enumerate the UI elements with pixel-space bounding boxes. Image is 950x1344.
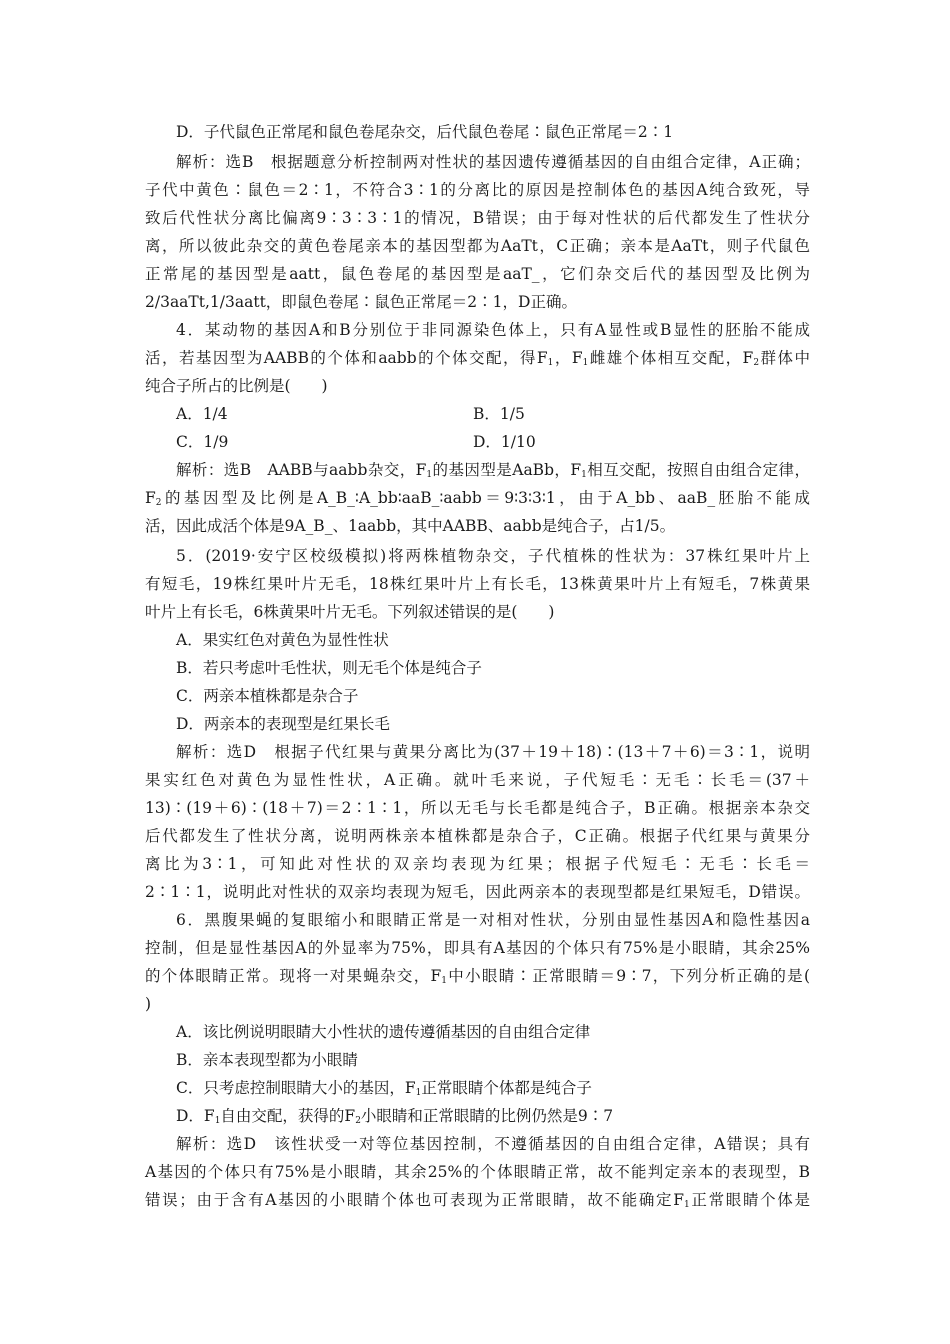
q6-option-b: B．亲本表现型都为小眼睛 <box>176 1051 358 1069</box>
q5-analysis-line: 果实红色对黄色为显性性状，A正确。就叶毛来说，子代短毛∶无毛∶长毛＝(37＋ <box>145 771 810 789</box>
q5-analysis-line: 解析：选D 根据子代红果与黄果分离比为(37＋19＋18)∶(13＋7＋6)＝3∶1，说明 <box>176 743 810 761</box>
q4-stem-line: 纯合子所占的比例是( ) <box>145 377 328 395</box>
q5-option-c: C．两亲本植株都是杂合子 <box>176 687 359 705</box>
q4-analysis-line: $F_2$的基因型及比例是A_B_∶A_bb∶aaB_∶aabb＝9∶3∶3∶1，由于A_bb、aaB_胚胎不能成 <box>145 489 810 508</box>
q5-analysis-line: 2∶1∶1，说明此对性状的双亲均表现为短毛，因此两亲本的表现型都是红果短毛，D错误。 <box>145 883 810 901</box>
q3-analysis-line: 离，所以彼此杂交的黄色卷尾亲本的基因型都为AaTt，C正确；亲本是AaTt，则子代鼠色 <box>145 237 810 255</box>
q5-stem-line: 有短毛，19株红果叶片无毛，18株红果叶片上有长毛，13株黄果叶片上有短毛，7株黄果 <box>145 575 810 593</box>
q4-option-a: A．1/4 <box>176 405 228 423</box>
q6-stem-line: 的个体眼睛正常。现将一对果蝇杂交，$F_1$中小眼睛∶正常眼睛＝9∶7，下列分析正确的是( <box>145 967 810 986</box>
q3-analysis-line: 2/3aaTt,1/3aatt，即鼠色卷尾∶鼠色正常尾＝2∶1，D正确。 <box>145 293 577 311</box>
q6-analysis-line: A基因的个体只有75%是小眼睛，其余25%的个体眼睛正常，故不能判定亲本的表现型，B <box>145 1163 810 1181</box>
q4-analysis-line: 活，因此成活个体是9A_B_、1aabb，其中AABB、aabb是纯合子，占1/5。 <box>145 517 676 535</box>
q5-analysis-line: 后代都发生了性状分离，说明两株亲本植株都是杂合子，C正确。根据子代红果与黄果分 <box>145 827 810 845</box>
q5-stem-line: 5．(2019·安宁区校级模拟)将两株植物杂交，子代植株的性状为：37株红果叶片上 <box>176 547 810 565</box>
q5-option-a: A．果实红色对黄色为显性性状 <box>176 631 389 649</box>
q3-analysis-line: 子代中黄色∶鼠色＝2∶1，不符合3∶1的分离比的原因是控制体色的基因A纯合致死，导 <box>145 181 810 199</box>
q5-analysis-line: 13)∶(19＋6)∶(18＋7)＝2∶1∶1，所以无毛与长毛都是纯合子，B正确。根据亲本杂交 <box>145 799 810 817</box>
q4-option-d: D．1/10 <box>473 433 536 451</box>
q6-analysis-line: 错误；由于含有A基因的小眼睛个体也可表现为正常眼睛，故不能确定$F_1$正常眼睛个体是 <box>145 1191 810 1210</box>
q4-stem-line: 4．某动物的基因A和B分别位于非同源染色体上，只有A显性或B显性的胚胎不能成 <box>176 321 810 339</box>
q6-option-a: A．该比例说明眼睛大小性状的遗传遵循基因的自由组合定律 <box>176 1023 591 1041</box>
q3-analysis-line: 正常尾的基因型是aatt，鼠色卷尾的基因型是aaT_，它们杂交后代的基因型及比例为 <box>145 265 810 283</box>
q6-analysis-line: 解析：选D 该性状受一对等位基因控制，不遵循基因的自由组合定律，A错误；具有 <box>176 1135 810 1153</box>
q5-option-b: B．若只考虑叶毛性状，则无毛个体是纯合子 <box>176 659 482 677</box>
q3-option-d: D．子代鼠色正常尾和鼠色卷尾杂交，后代鼠色卷尾∶鼠色正常尾＝2∶1 <box>176 123 674 141</box>
q5-analysis-line: 离比为3∶1，可知此对性状的双亲均表现为红果；根据子代短毛∶无毛∶长毛＝ <box>145 855 810 873</box>
q6-stem-line: ) <box>145 995 152 1013</box>
q4-option-c: C．1/9 <box>176 433 229 451</box>
q4-stem-line: 活，若基因型为AABB的个体和aabb的个体交配，得$F_1$，$F_1$雌雄个体相互交配，$F_2$群体中 <box>145 349 810 368</box>
q6-option-c: C．只考虑控制眼睛大小的基因，$F_1$正常眼睛个体都是纯合子 <box>176 1079 592 1098</box>
q4-option-b: B．1/5 <box>473 405 525 423</box>
q5-option-d: D．两亲本的表现型是红果长毛 <box>176 715 390 733</box>
q3-analysis-line: 致后代性状分离比偏离9∶3∶3∶1的情况，B错误；由于每对性状的后代都发生了性状分 <box>145 209 810 227</box>
q5-stem-line: 叶片上有长毛，6株黄果叶片无毛。下列叙述错误的是( ) <box>145 603 555 621</box>
q6-stem-line: 6．黑腹果蝇的复眼缩小和眼睛正常是一对相对性状，分别由显性基因A和隐性基因a <box>176 911 810 929</box>
q4-analysis-line: 解析：选B AABB与aabb杂交，$F_1$的基因型是AaBb，$F_1$相互交配，按照自由组合定律， <box>176 461 810 480</box>
q6-stem-line: 控制，但是显性基因A的外显率为75%，即具有A基因的个体只有75%是小眼睛，其余25% <box>145 939 810 957</box>
q3-analysis-line: 解析：选B 根据题意分析控制两对性状的基因遗传遵循基因的自由组合定律，A正确； <box>176 153 810 171</box>
q6-option-d: D．$F_1$自由交配，获得的$F_2$小眼睛和正常眼睛的比例仍然是9∶7 <box>176 1107 614 1126</box>
